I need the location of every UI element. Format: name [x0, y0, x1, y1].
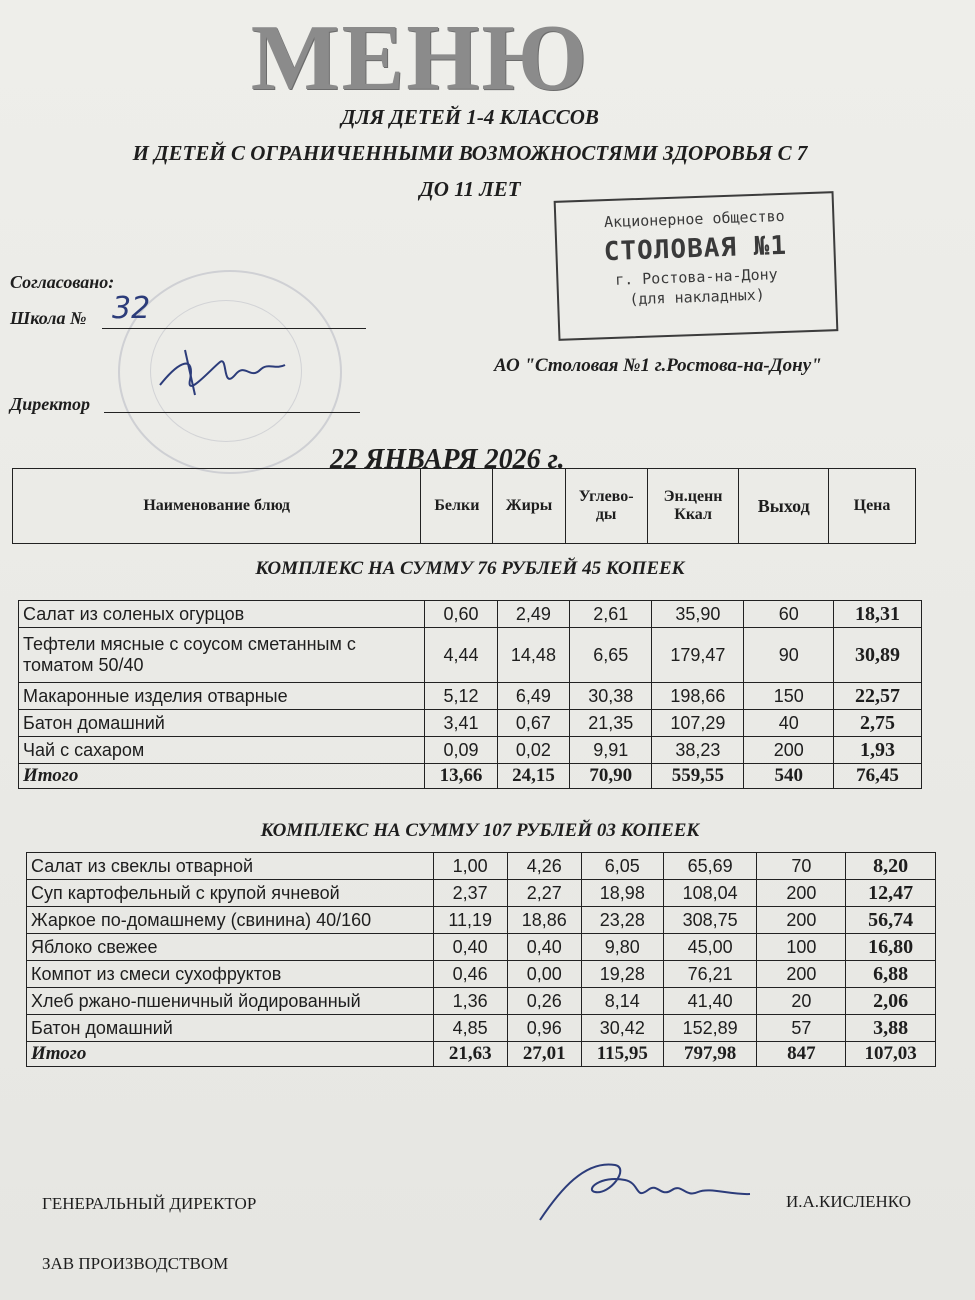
subtitle-line-2: И ДЕТЕЙ С ОГРАНИЧЕННЫМИ ВОЗМОЖНОСТЯМИ ЗДОРОВЬЯ С 7	[132, 141, 808, 165]
col-yield: Выход	[739, 469, 829, 544]
dish-name: Макаронные изделия отварные	[19, 683, 425, 710]
dish-energy: 308,75	[663, 907, 757, 934]
dish-carbs: 2,61	[570, 601, 652, 628]
col-energy	[647, 469, 739, 544]
dish-carbs: 19,28	[581, 961, 663, 988]
dish-yield: 200	[757, 961, 846, 988]
dish-energy: 179,47	[652, 628, 744, 683]
total-carbs: 115,95	[581, 1042, 663, 1067]
dish-protein: 0,40	[433, 934, 507, 961]
dish-carbs: 8,14	[581, 988, 663, 1015]
col-energy-line-2: Ккал	[674, 506, 712, 523]
dish-energy: 35,90	[652, 601, 744, 628]
general-director-signature	[530, 1150, 760, 1230]
dish-name: Тефтели мясные с соусом сметанным с томатом 50/40	[19, 628, 425, 683]
total-yield: 847	[757, 1042, 846, 1067]
complex-2-title: КОМПЛЕКС НА СУММУ 107 РУБЛЕЙ 03 КОПЕЕК	[260, 820, 700, 841]
production-manager-label: ЗАВ ПРОИЗВОДСТВОМ	[42, 1254, 229, 1273]
dish-yield: 150	[744, 683, 833, 710]
dish-name: Салат из свеклы отварной	[27, 853, 434, 880]
complex-1-title: КОМПЛЕКС НА СУММУ 76 РУБЛЕЙ 45 КОПЕЕК	[255, 558, 685, 579]
stamp-line-1: Акционерное общество	[603, 206, 785, 232]
dish-name: Салат из соленых огурцов	[19, 601, 425, 628]
col-price: Цена	[829, 469, 916, 544]
complex-2-table	[26, 852, 936, 1067]
dish-protein: 1,36	[433, 988, 507, 1015]
dish-fat: 0,96	[507, 1015, 581, 1042]
dish-fat: 18,86	[507, 907, 581, 934]
total-yield: 540	[744, 764, 833, 789]
dish-fat: 14,48	[497, 628, 569, 683]
dish-yield: 40	[744, 710, 833, 737]
director-underline	[104, 412, 360, 413]
menu-date: 22 ЯНВАРЯ 2026 г.	[330, 444, 565, 475]
dish-price: 18,31	[833, 601, 921, 628]
col-carbs-line-1: Углево-	[578, 488, 634, 505]
dish-protein: 11,19	[433, 907, 507, 934]
stamp-line-3: г. Ростова-на-Дону	[614, 265, 778, 289]
subtitle-line-1: ДЛЯ ДЕТЕЙ 1-4 КЛАССОВ	[341, 105, 599, 129]
stamp-line-4: (для накладных)	[629, 285, 766, 309]
dish-energy: 152,89	[663, 1015, 757, 1042]
dish-name: Яблоко свежее	[27, 934, 434, 961]
dish-protein: 2,37	[433, 880, 507, 907]
dish-carbs: 6,05	[581, 853, 663, 880]
complex-1-table	[18, 600, 922, 789]
table-row	[19, 683, 922, 710]
col-protein: Белки	[421, 469, 493, 544]
dish-fat: 0,40	[507, 934, 581, 961]
total-protein: 13,66	[425, 764, 497, 789]
dish-energy: 198,66	[652, 683, 744, 710]
table-row	[19, 601, 922, 628]
dish-fat: 0,00	[507, 961, 581, 988]
dish-yield: 20	[757, 988, 846, 1015]
dish-name: Жаркое по-домашнему (свинина) 40/160	[27, 907, 434, 934]
dish-protein: 4,44	[425, 628, 497, 683]
dish-fat: 0,26	[507, 988, 581, 1015]
dish-price: 6,88	[846, 961, 936, 988]
dish-name: Компот из смеси сухофруктов	[27, 961, 434, 988]
dish-carbs: 21,35	[570, 710, 652, 737]
dish-yield: 60	[744, 601, 833, 628]
dish-price: 8,20	[846, 853, 936, 880]
table-row	[27, 934, 936, 961]
dish-price: 2,06	[846, 988, 936, 1015]
dish-protein: 1,00	[433, 853, 507, 880]
table-row	[19, 737, 922, 764]
table-row	[27, 1015, 936, 1042]
dish-protein: 3,41	[425, 710, 497, 737]
dish-name: Суп картофельный с крупой ячневой	[27, 880, 434, 907]
total-price: 76,45	[833, 764, 921, 789]
dish-price: 56,74	[846, 907, 936, 934]
agreed-label: Согласовано:	[10, 272, 115, 292]
col-energy-line-1: Эн.ценн	[663, 488, 723, 505]
dish-energy: 38,23	[652, 737, 744, 764]
table-row	[19, 628, 922, 683]
total-energy: 559,55	[652, 764, 744, 789]
menu-header-table	[12, 468, 916, 544]
dish-carbs: 30,42	[581, 1015, 663, 1042]
dish-fat: 0,67	[497, 710, 569, 737]
table-row	[27, 853, 936, 880]
dish-yield: 200	[744, 737, 833, 764]
table-row	[27, 907, 936, 934]
table-row	[27, 880, 936, 907]
total-protein: 21,63	[433, 1042, 507, 1067]
dish-yield: 200	[757, 880, 846, 907]
dish-name: Чай с сахаром	[19, 737, 425, 764]
dish-price: 12,47	[846, 880, 936, 907]
organization-name: АО "Столовая №1 г.Ростова-на-Дону"	[494, 355, 822, 376]
dish-price: 22,57	[833, 683, 921, 710]
dish-name: Батон домашний	[27, 1015, 434, 1042]
table-row	[19, 710, 922, 737]
total-energy: 797,98	[663, 1042, 757, 1067]
total-row	[27, 1042, 936, 1067]
general-director-label: ГЕНЕРАЛЬНЫЙ ДИРЕКТОР	[42, 1194, 257, 1213]
dish-name: Хлеб ржано-пшеничный йодированный	[27, 988, 434, 1015]
col-fat: Жиры	[493, 469, 565, 544]
general-director-name: И.А.КИСЛЕНКО	[786, 1192, 911, 1211]
dish-yield: 57	[757, 1015, 846, 1042]
dish-price: 3,88	[846, 1015, 936, 1042]
dish-fat: 2,49	[497, 601, 569, 628]
dish-fat: 6,49	[497, 683, 569, 710]
dish-energy: 41,40	[663, 988, 757, 1015]
dish-price: 30,89	[833, 628, 921, 683]
dish-carbs: 30,38	[570, 683, 652, 710]
dish-yield: 90	[744, 628, 833, 683]
dish-protein: 5,12	[425, 683, 497, 710]
dish-carbs: 6,65	[570, 628, 652, 683]
dish-fat: 4,26	[507, 853, 581, 880]
school-underline	[102, 328, 366, 329]
dish-fat: 2,27	[507, 880, 581, 907]
company-stamp	[554, 191, 839, 341]
total-fat: 27,01	[507, 1042, 581, 1067]
table-row	[27, 988, 936, 1015]
col-carbs-line-2: ды	[595, 506, 617, 523]
dish-yield: 70	[757, 853, 846, 880]
director-label: Директор	[10, 394, 90, 414]
stamp-line-2: СТОЛОВАЯ №1	[603, 230, 788, 268]
dish-energy: 108,04	[663, 880, 757, 907]
col-name: Наименование блюд	[13, 469, 421, 544]
total-label: Итого	[19, 764, 425, 789]
dish-protein: 0,46	[433, 961, 507, 988]
dish-energy: 65,69	[663, 853, 757, 880]
menu-title: МЕНЮ	[250, 6, 590, 110]
director-signature	[150, 340, 300, 410]
dish-name: Батон домашний	[19, 710, 425, 737]
total-row	[19, 764, 922, 789]
dish-carbs: 9,91	[570, 737, 652, 764]
dish-price: 1,93	[833, 737, 921, 764]
dish-fat: 0,02	[497, 737, 569, 764]
dish-yield: 100	[757, 934, 846, 961]
total-label: Итого	[27, 1042, 434, 1067]
total-fat: 24,15	[497, 764, 569, 789]
col-carbs	[565, 469, 647, 544]
dish-protein: 0,60	[425, 601, 497, 628]
dish-energy: 107,29	[652, 710, 744, 737]
dish-yield: 200	[757, 907, 846, 934]
dish-protein: 4,85	[433, 1015, 507, 1042]
dish-carbs: 9,80	[581, 934, 663, 961]
school-label: Школа №	[10, 308, 87, 328]
dish-energy: 76,21	[663, 961, 757, 988]
dish-price: 16,80	[846, 934, 936, 961]
dish-energy: 45,00	[663, 934, 757, 961]
dish-carbs: 18,98	[581, 880, 663, 907]
school-number: 32	[112, 291, 151, 326]
subtitle-line-3: ДО 11 ЛЕТ	[419, 177, 521, 201]
dish-price: 2,75	[833, 710, 921, 737]
dish-carbs: 23,28	[581, 907, 663, 934]
table-row	[27, 961, 936, 988]
dish-protein: 0,09	[425, 737, 497, 764]
total-price: 107,03	[846, 1042, 936, 1067]
total-carbs: 70,90	[570, 764, 652, 789]
